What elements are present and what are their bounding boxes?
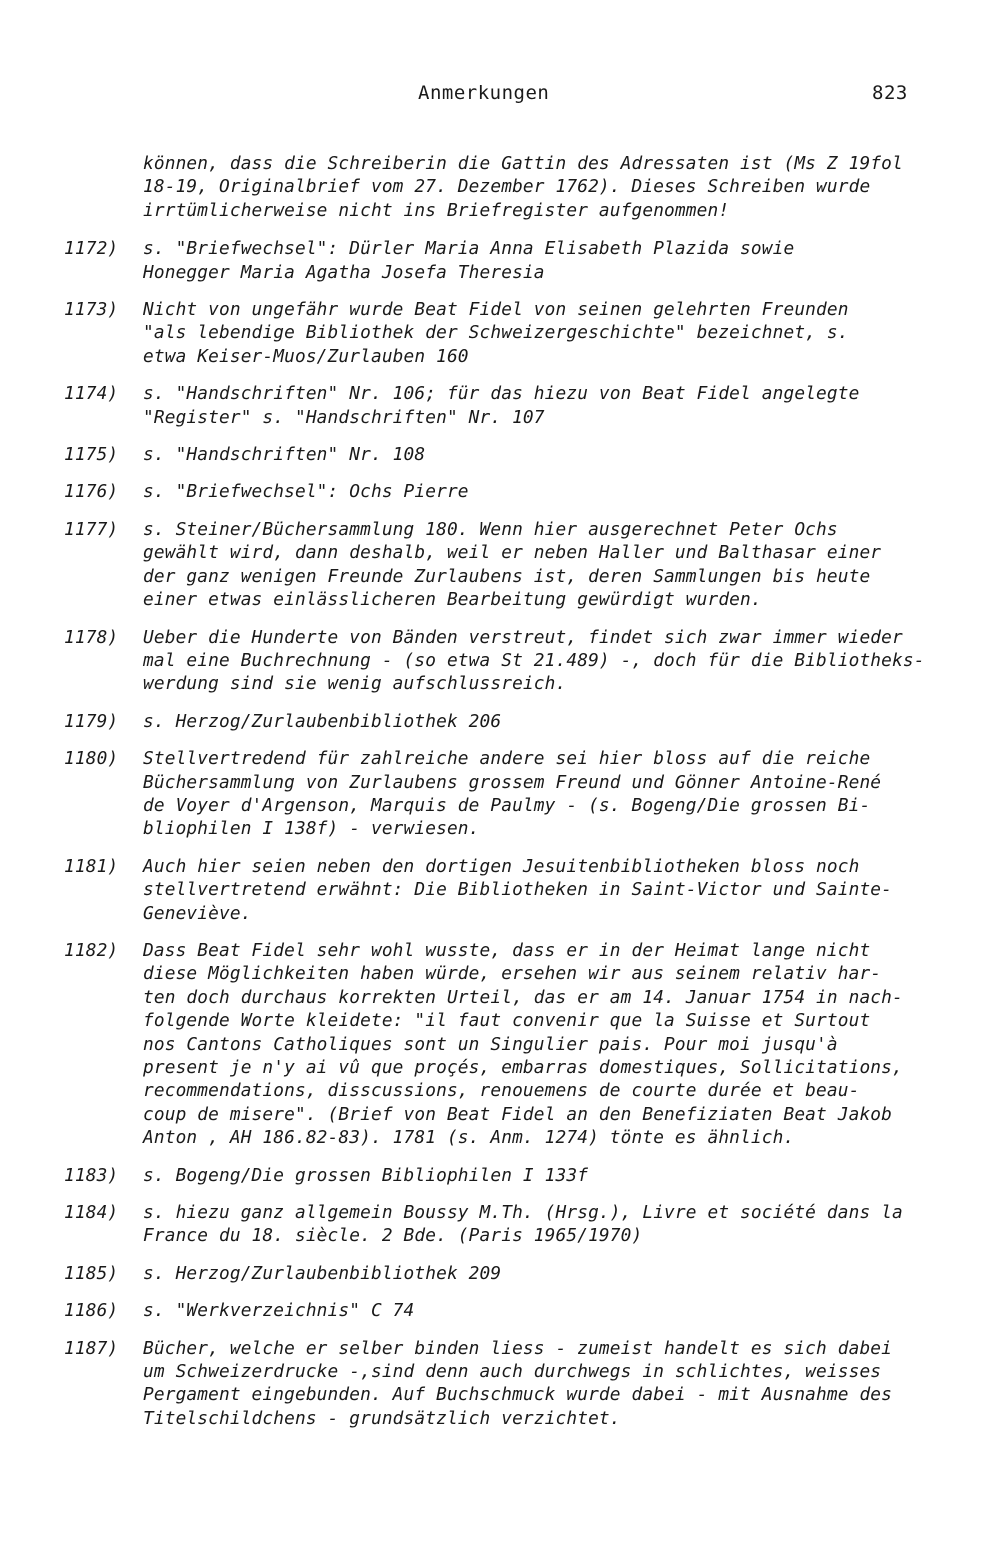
- footnote-line: Ueber die Hunderte von Bänden verstreut, findet sich zwar immer wieder: [143, 626, 903, 648]
- footnote: [0, 1299, 1000, 1322]
- footnote-line: ten doch durchaus korrekten Urteil, das er am 14. Januar 1754 in nach-: [143, 986, 903, 1008]
- footnote-line: der ganz wenigen Freunde Zurlaubens ist, deren Sammlungen bis heute: [143, 565, 871, 587]
- footnote-line: Pergament eingebunden. Auf Buchschmuck wurde dabei - mit Ausnahme des: [143, 1384, 893, 1406]
- footnote-line: recommendations, disscussions, renouemens de courte durée et beau-: [143, 1080, 860, 1102]
- footnote-line: Auch hier seien neben den dortigen Jesuitenbibliotheken bloss noch: [143, 855, 860, 877]
- footnote-line: s. hiezu ganz allgemein Boussy M.Th. (Hrsg.), Livre et société dans la: [143, 1202, 903, 1224]
- footnote-line: s. "Handschriften" Nr. 108: [143, 444, 426, 466]
- footnote-line: de Voyer d'Argenson, Marquis de Paulmy - (s. Bogeng/Die grossen Bi-: [143, 794, 871, 816]
- footnote-line: s. "Handschriften" Nr. 106; für das hiezu von Beat Fidel angelegte: [143, 383, 860, 405]
- footnote-number: 1180): [64, 748, 119, 770]
- footnote-number: 1172): [64, 238, 119, 260]
- footnote-line: Geneviève.: [143, 902, 252, 924]
- footnote-number: 1184): [64, 1202, 119, 1224]
- footnote-number: 1177): [64, 518, 119, 540]
- continued-note: [0, 152, 1000, 222]
- footnote-line: nos Cantons Catholiques sont un Singulier pais. Pour moi jusqu'à: [143, 1033, 838, 1055]
- footnote: [0, 710, 1000, 733]
- footnote-line: einer etwas einlässlicheren Bearbeitung gewürdigt wurden.: [143, 589, 762, 611]
- footnote-line: Anton , AH 186.82-83). 1781 (s. Anm. 1274) tönte es ähnlich.: [143, 1127, 795, 1149]
- footnote-line: Titelschildchens - grundsätzlich verzichtet.: [143, 1407, 621, 1429]
- footnote: [0, 747, 1000, 841]
- footnote: [0, 518, 1000, 612]
- footnote-line: Honegger Maria Agatha Josefa Theresia: [143, 261, 545, 283]
- footnote-line: "als lebendige Bibliothek der Schweizergeschichte" bezeichnet, s.: [143, 322, 849, 344]
- footnote-line: gewählt wird, dann deshalb, weil er neben Haller und Balthasar einer: [143, 542, 882, 564]
- footnote-line: bliophilen I 138f) - verwiesen.: [143, 818, 480, 840]
- footnote: [0, 626, 1000, 696]
- footnote-line: folgende Worte kleidete: "il faut convenir que la Suisse et Surtout: [143, 1010, 871, 1032]
- footnote-number: 1182): [64, 939, 119, 961]
- note-line: 18-19, Originalbrief vom 27. Dezember 1762). Dieses Schreiben wurde: [143, 176, 871, 198]
- footnote-number: 1174): [64, 383, 119, 405]
- footnote-line: "Register" s. "Handschriften" Nr. 107: [143, 406, 545, 428]
- footnote: [0, 1164, 1000, 1187]
- footnote-number: 1178): [64, 626, 119, 648]
- footnote-line: Büchersammlung von Zurlaubens grossem Freund und Gönner Antoine-René: [143, 771, 882, 793]
- footnote-line: um Schweizerdrucke -,sind denn auch durchwegs in schlichtes, weisses: [143, 1361, 882, 1383]
- footnote: [0, 480, 1000, 503]
- footnote-line: mal eine Buchrechnung - (so etwa St 21.489) -, doch für die Bibliotheks-: [143, 649, 925, 671]
- running-title: Anmerkungen: [418, 82, 550, 104]
- footnote: [0, 443, 1000, 466]
- footnote: [0, 1337, 1000, 1431]
- footnote-number: 1179): [64, 710, 119, 732]
- footnote-number: 1187): [64, 1337, 119, 1359]
- note-line: können, dass die Schreiberin die Gattin des Adressaten ist (Ms Z 19fol: [143, 153, 903, 174]
- footnote-number: 1173): [64, 299, 119, 321]
- footnote-line: present je n'y ai vû que proçés, embarras domestiques, Sollicitations,: [143, 1057, 903, 1078]
- footnote-line: s. Herzog/Zurlaubenbibliothek 209: [143, 1262, 502, 1284]
- footnote: [0, 298, 1000, 368]
- footnote-line: France du 18. siècle. 2 Bde. (Paris 1965/1970): [143, 1225, 643, 1247]
- footnote-number: 1183): [64, 1164, 119, 1186]
- footnote-line: s. "Briefwechsel": Ochs Pierre: [143, 481, 469, 503]
- page-number: 823: [872, 82, 908, 104]
- footnote-line: Nicht von ungefähr wurde Beat Fidel von seinen gelehrten Freunden: [143, 299, 849, 321]
- footnote-line: s. "Werkverzeichnis" C 74: [143, 1300, 415, 1322]
- footnote-line: s. Steiner/Büchersammlung 180. Wenn hier ausgerechnet Peter Ochs: [143, 518, 838, 540]
- footnote-line: etwa Keiser-Muos/Zurlauben 160: [143, 345, 469, 367]
- footnote-list: [0, 237, 1000, 1430]
- note-line: irrtümlicherweise nicht ins Briefregister aufgenommen!: [143, 199, 730, 221]
- page-header: [0, 82, 1000, 108]
- footnote-line: s. Bogeng/Die grossen Bibliophilen I 133f: [143, 1164, 589, 1186]
- notes-body: [0, 152, 1000, 1444]
- footnote-number: 1175): [64, 444, 119, 466]
- footnote-number: 1176): [64, 481, 119, 503]
- footnote-line: diese Möglichkeiten haben würde, ersehen wir aus seinem relativ har-: [143, 963, 882, 985]
- footnote-line: coup de misere". (Brief von Beat Fidel an den Benefiziaten Beat Jakob: [143, 1103, 893, 1125]
- footnote-line: s. Herzog/Zurlaubenbibliothek 206: [143, 710, 502, 732]
- footnote-number: 1185): [64, 1262, 119, 1284]
- footnote-line: stellvertretend erwähnt: Die Bibliotheken in Saint-Victor und Sainte-: [143, 879, 893, 901]
- footnote-line: Dass Beat Fidel sehr wohl wusste, dass er in der Heimat lange nicht: [143, 939, 871, 961]
- footnote-line: s. "Briefwechsel": Dürler Maria Anna Elisabeth Plazida sowie: [143, 238, 795, 260]
- footnote: [0, 1262, 1000, 1285]
- footnote: [0, 855, 1000, 925]
- footnote: [0, 939, 1000, 1150]
- footnote-number: 1181): [64, 855, 119, 877]
- footnote-line: Bücher, welche er selber binden liess - zumeist handelt es sich dabei: [143, 1337, 893, 1359]
- footnote: [0, 1201, 1000, 1248]
- footnote-number: 1186): [64, 1300, 119, 1322]
- footnote: [0, 382, 1000, 429]
- footnote-line: werdung sind sie wenig aufschlussreich.: [143, 673, 567, 695]
- footnote-line: Stellvertredend für zahlreiche andere sei hier bloss auf die reiche: [143, 748, 871, 770]
- footnote: [0, 237, 1000, 284]
